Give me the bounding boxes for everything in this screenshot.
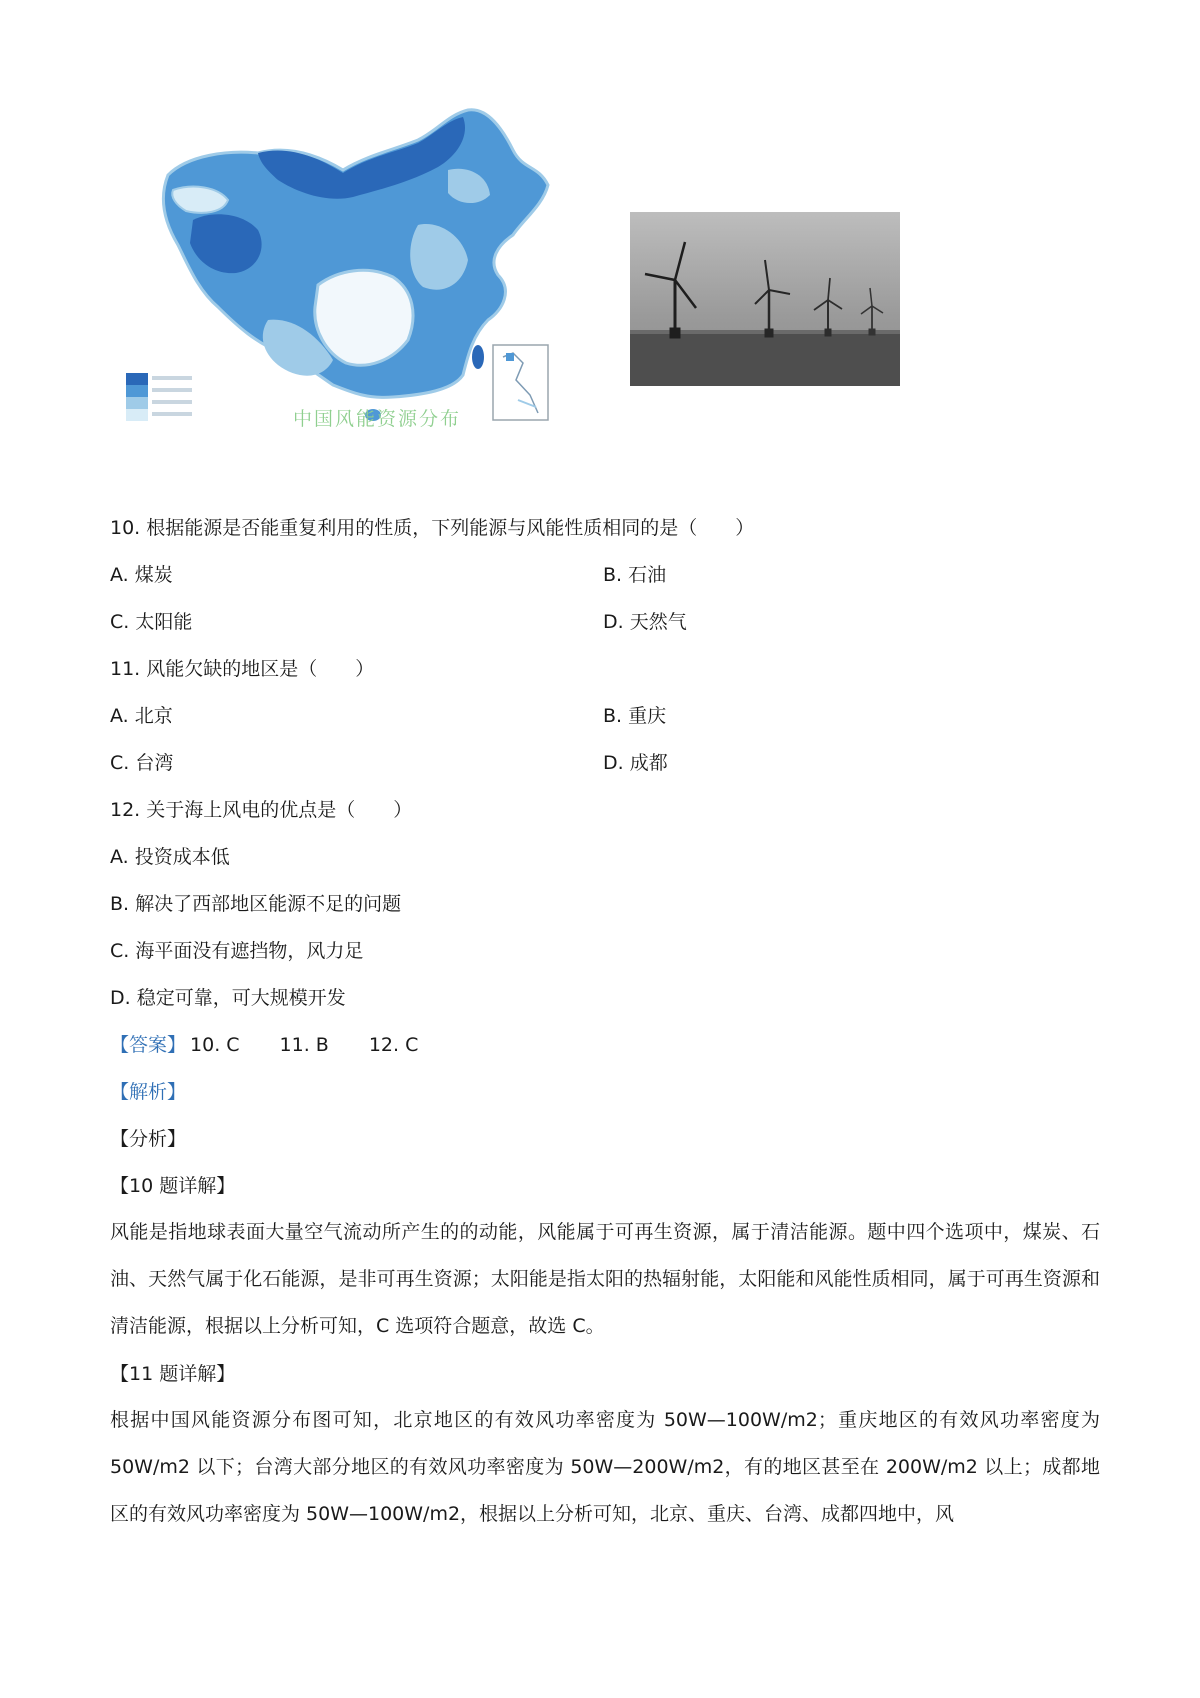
detail-11-heading: 【11 题详解】 [110,1363,236,1385]
answer-11: 11. B [279,1034,329,1056]
q11-option-c: C. 台湾 [110,752,174,774]
answer-12: 12. C [368,1034,419,1056]
q10-option-a: A. 煤炭 [110,564,173,586]
answer-line [110,1033,418,1057]
q10-option-b: B. 石油 [603,564,667,586]
q12-option-a: A. 投资成本低 [110,846,230,868]
answer-label: 【答案】 [110,1034,187,1056]
detail-10-text: 风能是指地球表面大量空气流动所产生的的动能，风能属于可再生资源，属于清洁能源。题中四个选项中，煤炭、石油、天然气属于化石能源，是非可再生资源；太阳能是指太阳的热辐射能，太阳能和风能性质相同，属于可再生资源和清洁能源，根据以上分析可知，C 选项符合题意，故选 C。 [110,1221,1100,1337]
china-wind-energy-map [118,95,618,480]
q11-option-b: B. 重庆 [603,705,667,727]
map-south-sea-inset [493,345,548,420]
question-11-stem: 11. 风能欠缺的地区是（ ） [110,658,375,680]
map-legend [126,373,192,421]
answer-10: 10. C [190,1034,240,1056]
q12-option-b: B. 解决了西部地区能源不足的问题 [110,893,402,915]
detail-11-text: 根据中国风能资源分布图可知，北京地区的有效风功率密度为 50W—100W/m2；重庆地区的有效风功率密度为 50W/m2 以下；台湾大部分地区的有效风功率密度为 50W—200W/m2，有的地区甚至在 200W/m2 以上；成都地区的有效风功率密度为 50W—100W/m2，根据以上分析可知，北京、重庆、台湾、成都四地中，风 [110,1409,1100,1525]
question-10-stem: 10. 根据能源是否能重复利用的性质，下列能源与风能性质相同的是（ ） [110,517,755,539]
q11-option-a: A. 北京 [110,705,173,727]
detail-10-heading: 【10 题详解】 [110,1175,236,1197]
map-taiwan [472,345,484,369]
q11-option-d: D. 成都 [603,752,668,774]
fenxi-label: 【分析】 [110,1128,187,1150]
analysis-label: 【解析】 [110,1081,187,1103]
q12-option-d: D. 稳定可靠，可大规模开发 [110,987,346,1009]
question-12-stem: 12. 关于海上风电的优点是（ ） [110,799,413,821]
q10-option-d: D. 天然气 [603,611,687,633]
map-caption: 中国风能资源分布 [293,408,462,430]
offshore-wind-turbines-photo [630,212,900,386]
map-pale-zone-center [315,270,413,365]
q12-option-c: C. 海平面没有遮挡物，风力足 [110,940,364,962]
q10-option-c: C. 太阳能 [110,611,193,633]
